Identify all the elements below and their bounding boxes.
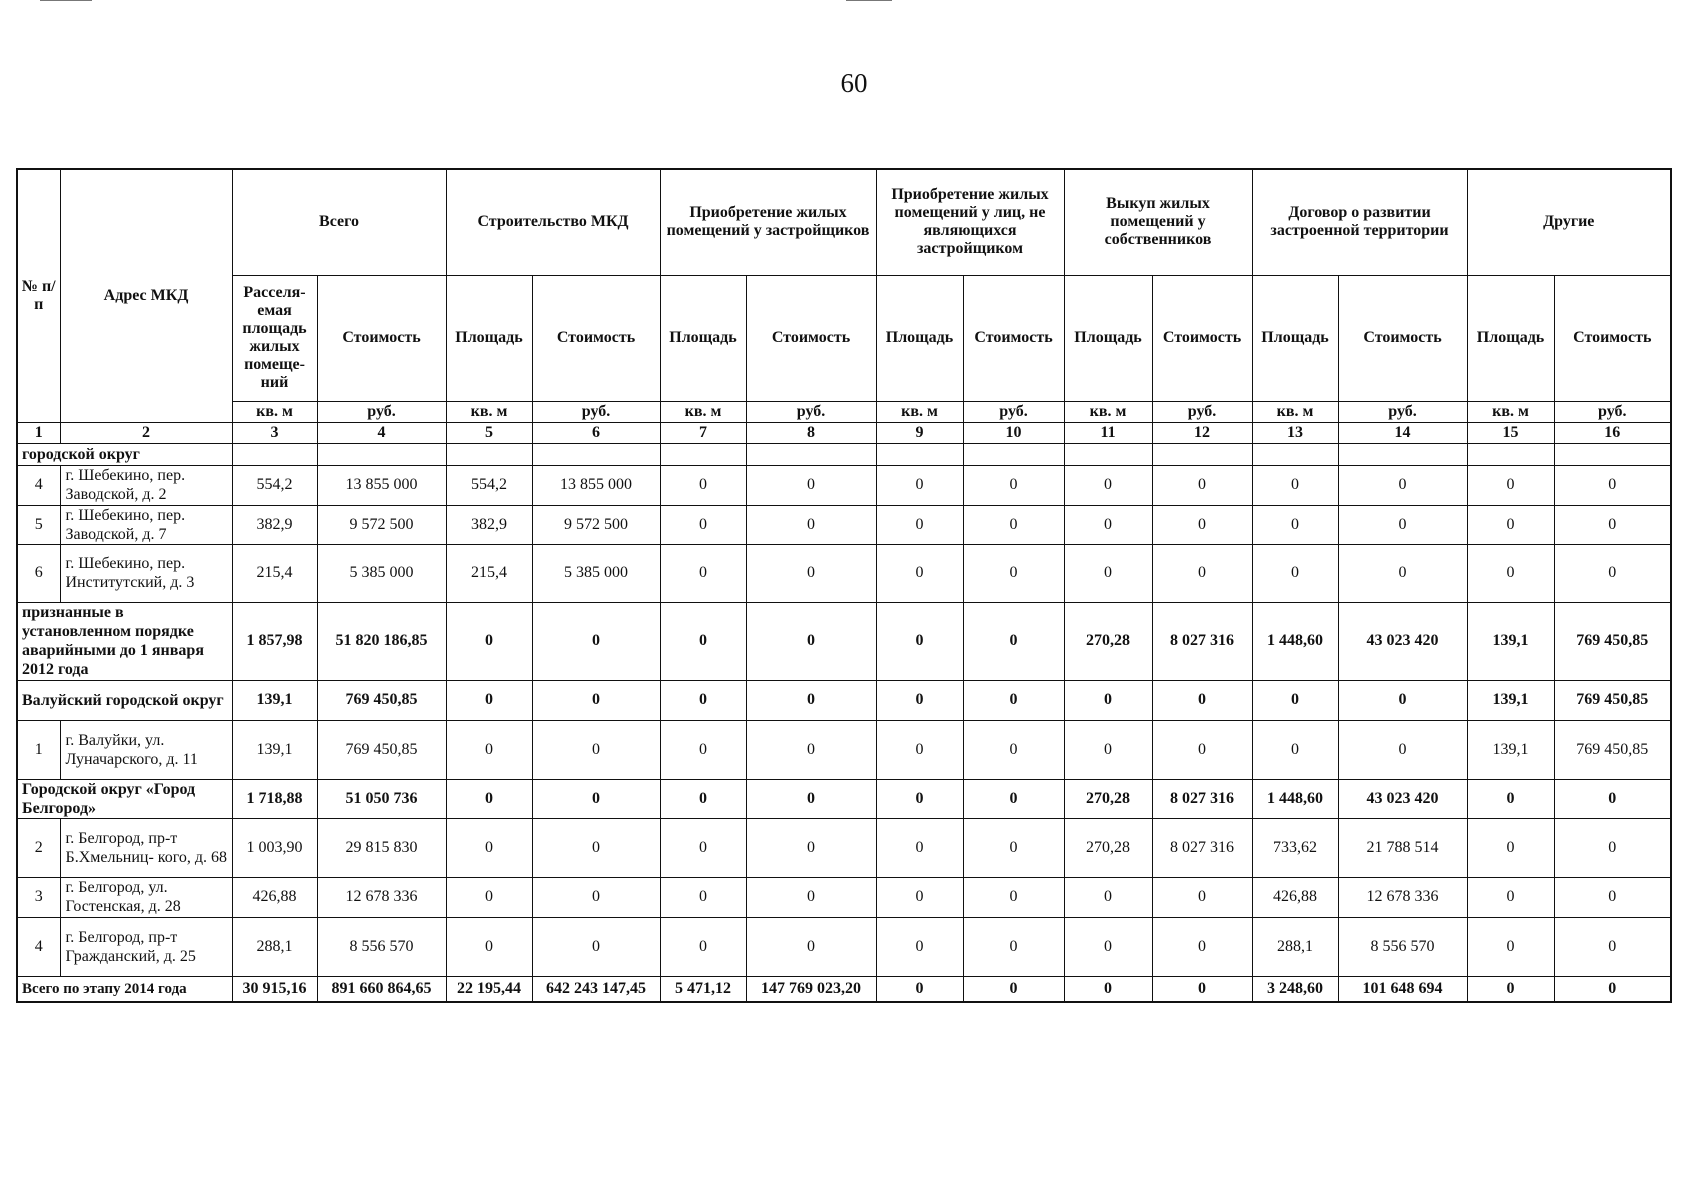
other-area-value: 0 xyxy=(1467,544,1554,602)
total-cost-value: 13 855 000 xyxy=(317,465,446,505)
developers-cost-header: Стоимость xyxy=(746,275,876,401)
non-developers-cost-unit: руб. xyxy=(963,401,1064,422)
buyout-cost-value: 0 xyxy=(1152,544,1252,602)
group-subtotal-row xyxy=(17,602,1671,680)
non-developers-cost-header: Стоимость xyxy=(963,275,1064,401)
developers-cost-unit: руб. xyxy=(746,401,876,422)
other-area-value: 0 xyxy=(1467,505,1554,544)
total-area-value: 30 915,16 xyxy=(232,976,317,1002)
buyout-cost-value: 0 xyxy=(1152,465,1252,505)
total-cost-value: 51 050 736 xyxy=(317,779,446,818)
development-agreement-area-unit: кв. м xyxy=(1252,401,1338,422)
development-agreement-cost-value: 0 xyxy=(1338,465,1467,505)
construction-cost-value: 0 xyxy=(532,818,660,877)
buyout-area-value: 0 xyxy=(1064,720,1152,779)
empty-cell xyxy=(1338,443,1467,465)
other-cost-value: 0 xyxy=(1554,917,1671,976)
construction-cost-value: 0 xyxy=(532,779,660,818)
total-cost-value: 29 815 830 xyxy=(317,818,446,877)
non-developers-area-value: 0 xyxy=(876,680,963,720)
development-agreement-cost-value: 43 023 420 xyxy=(1338,602,1467,680)
non-developers-area-value: 0 xyxy=(876,505,963,544)
num-header: № п/п xyxy=(17,169,60,422)
other-area-value: 0 xyxy=(1467,877,1554,917)
group-name: Валуйский городской округ xyxy=(17,680,232,720)
construction-area-value: 554,2 xyxy=(446,465,532,505)
buyout-cost-value: 8 027 316 xyxy=(1152,602,1252,680)
total-cost-header: Стоимость xyxy=(317,275,446,401)
group-subtotal-row xyxy=(17,680,1671,720)
developers-cost-value: 0 xyxy=(746,680,876,720)
empty-cell xyxy=(876,443,963,465)
page-number: 60 xyxy=(840,68,868,98)
row-number: 5 xyxy=(17,505,60,544)
empty-cell xyxy=(1152,443,1252,465)
developers-area-value: 0 xyxy=(660,779,746,818)
total-area-value: 139,1 xyxy=(232,680,317,720)
development-agreement-area-value: 1 448,60 xyxy=(1252,602,1338,680)
non-developers-area-header: Площадь xyxy=(876,275,963,401)
development-agreement-area-value: 288,1 xyxy=(1252,917,1338,976)
construction-cost-value: 642 243 147,45 xyxy=(532,976,660,1002)
buyout-area-value: 0 xyxy=(1064,465,1152,505)
non-developers-area-value: 0 xyxy=(876,818,963,877)
buyout-area-value: 270,28 xyxy=(1064,602,1152,680)
total-area-value: 554,2 xyxy=(232,465,317,505)
non-developers-area-value: 0 xyxy=(876,779,963,818)
section-title: городской округ xyxy=(17,443,232,465)
total-area-value: 382,9 xyxy=(232,505,317,544)
total-cost-value: 51 820 186,85 xyxy=(317,602,446,680)
column-number: 11 xyxy=(1064,422,1152,443)
buyout-area-header: Площадь xyxy=(1064,275,1152,401)
total-label: Всего по этапу 2014 года xyxy=(17,976,232,1002)
development-agreement-area-value: 0 xyxy=(1252,505,1338,544)
development-agreement-area-value: 0 xyxy=(1252,720,1338,779)
development-agreement-cost-value: 101 648 694 xyxy=(1338,976,1467,1002)
construction-cost-value: 0 xyxy=(532,917,660,976)
other-area-value: 139,1 xyxy=(1467,602,1554,680)
non-developers-area-value: 0 xyxy=(876,976,963,1002)
other-cost-value: 0 xyxy=(1554,877,1671,917)
table-row xyxy=(17,465,1671,505)
total-cost-value: 9 572 500 xyxy=(317,505,446,544)
non-developers-area-value: 0 xyxy=(876,602,963,680)
buyout-area-value: 0 xyxy=(1064,877,1152,917)
table-row xyxy=(17,720,1671,779)
developers-area-value: 0 xyxy=(660,917,746,976)
construction-area-value: 22 195,44 xyxy=(446,976,532,1002)
non-developers-cost-value: 0 xyxy=(963,544,1064,602)
non-developers-cost-value: 0 xyxy=(963,505,1064,544)
total-cost-unit: руб. xyxy=(317,401,446,422)
construction-cost-value: 0 xyxy=(532,680,660,720)
empty-cell xyxy=(1064,443,1152,465)
development-agreement-cost-value: 0 xyxy=(1338,680,1467,720)
other-cost-value: 0 xyxy=(1554,818,1671,877)
construction-area-value: 0 xyxy=(446,720,532,779)
buyout-area-value: 0 xyxy=(1064,680,1152,720)
empty-cell xyxy=(1554,443,1671,465)
scan-edge-mark xyxy=(40,0,92,1)
other-cost-value: 0 xyxy=(1554,505,1671,544)
buyout-area-unit: кв. м xyxy=(1064,401,1152,422)
buyout-cost-value: 8 027 316 xyxy=(1152,779,1252,818)
total-cost-value: 8 556 570 xyxy=(317,917,446,976)
column-number: 7 xyxy=(660,422,746,443)
column-number: 3 xyxy=(232,422,317,443)
column-number: 12 xyxy=(1152,422,1252,443)
total-area-value: 1 003,90 xyxy=(232,818,317,877)
other-area-value: 139,1 xyxy=(1467,680,1554,720)
other-area-header: Площадь xyxy=(1467,275,1554,401)
total-cost-value: 769 450,85 xyxy=(317,680,446,720)
development-agreement-cost-value: 0 xyxy=(1338,544,1467,602)
non-developers-area-value: 0 xyxy=(876,877,963,917)
resettlement-table xyxy=(16,168,1672,1003)
other-area-value: 0 xyxy=(1467,779,1554,818)
row-number: 1 xyxy=(17,720,60,779)
non-developers-area-value: 0 xyxy=(876,720,963,779)
group-header-other: Другие xyxy=(1467,169,1671,275)
row-number: 4 xyxy=(17,465,60,505)
total-area-value: 215,4 xyxy=(232,544,317,602)
total-area-unit: кв. м xyxy=(232,401,317,422)
developers-cost-value: 0 xyxy=(746,917,876,976)
non-developers-cost-value: 0 xyxy=(963,877,1064,917)
total-area-value: 1 718,88 xyxy=(232,779,317,818)
non-developers-cost-value: 0 xyxy=(963,818,1064,877)
developers-area-value: 0 xyxy=(660,680,746,720)
total-cost-value: 769 450,85 xyxy=(317,720,446,779)
development-agreement-area-value: 3 248,60 xyxy=(1252,976,1338,1002)
table-row xyxy=(17,505,1671,544)
total-area-value: 426,88 xyxy=(232,877,317,917)
total-area-value: 1 857,98 xyxy=(232,602,317,680)
column-number: 8 xyxy=(746,422,876,443)
row-address: г. Белгород, ул. Гостенская, д. 28 xyxy=(60,877,232,917)
developers-area-value: 0 xyxy=(660,602,746,680)
development-agreement-cost-unit: руб. xyxy=(1338,401,1467,422)
column-number: 13 xyxy=(1252,422,1338,443)
total-cost-value: 12 678 336 xyxy=(317,877,446,917)
buyout-cost-value: 8 027 316 xyxy=(1152,818,1252,877)
buyout-cost-value: 0 xyxy=(1152,877,1252,917)
developers-cost-value: 0 xyxy=(746,465,876,505)
column-number: 2 xyxy=(60,422,232,443)
total-area-value: 139,1 xyxy=(232,720,317,779)
group-header-developers: Приобретение жилых помещений у застройщиков xyxy=(660,169,876,275)
buyout-cost-value: 0 xyxy=(1152,917,1252,976)
developers-area-value: 0 xyxy=(660,505,746,544)
construction-area-value: 0 xyxy=(446,779,532,818)
group-header-non-developers: Приобретение жилых помещений у лиц, не являющихся застройщиком xyxy=(876,169,1064,275)
table-row xyxy=(17,917,1671,976)
total-cost-value: 5 385 000 xyxy=(317,544,446,602)
column-number: 9 xyxy=(876,422,963,443)
row-address: г. Шебекино, пер. Институтский, д. 3 xyxy=(60,544,232,602)
construction-cost-header: Стоимость xyxy=(532,275,660,401)
empty-cell xyxy=(963,443,1064,465)
column-number: 10 xyxy=(963,422,1064,443)
developers-area-value: 0 xyxy=(660,465,746,505)
construction-cost-value: 0 xyxy=(532,877,660,917)
construction-area-value: 0 xyxy=(446,877,532,917)
table-row xyxy=(17,544,1671,602)
buyout-area-value: 0 xyxy=(1064,917,1152,976)
other-cost-value: 769 450,85 xyxy=(1554,602,1671,680)
developers-area-value: 0 xyxy=(660,544,746,602)
column-number: 15 xyxy=(1467,422,1554,443)
developers-cost-value: 0 xyxy=(746,779,876,818)
total-row xyxy=(17,976,1671,1002)
other-cost-value: 0 xyxy=(1554,465,1671,505)
row-address: г. Белгород, пр-т Б.Хмельниц- кого, д. 68 xyxy=(60,818,232,877)
buyout-area-value: 0 xyxy=(1064,505,1152,544)
construction-cost-value: 13 855 000 xyxy=(532,465,660,505)
developers-cost-value: 0 xyxy=(746,544,876,602)
buyout-cost-value: 0 xyxy=(1152,720,1252,779)
developers-cost-value: 0 xyxy=(746,720,876,779)
other-area-value: 0 xyxy=(1467,917,1554,976)
other-area-value: 139,1 xyxy=(1467,720,1554,779)
construction-area-header: Площадь xyxy=(446,275,532,401)
empty-cell xyxy=(1467,443,1554,465)
other-cost-value: 769 450,85 xyxy=(1554,720,1671,779)
empty-cell xyxy=(532,443,660,465)
column-number: 4 xyxy=(317,422,446,443)
empty-cell xyxy=(1252,443,1338,465)
development-agreement-area-value: 426,88 xyxy=(1252,877,1338,917)
row-number: 2 xyxy=(17,818,60,877)
other-cost-value: 769 450,85 xyxy=(1554,680,1671,720)
other-area-unit: кв. м xyxy=(1467,401,1554,422)
other-cost-value: 0 xyxy=(1554,779,1671,818)
scan-edge-mark xyxy=(846,0,892,1)
buyout-area-value: 270,28 xyxy=(1064,779,1152,818)
column-number: 1 xyxy=(17,422,60,443)
developers-area-value: 0 xyxy=(660,818,746,877)
developers-cost-value: 0 xyxy=(746,602,876,680)
developers-cost-value: 147 769 023,20 xyxy=(746,976,876,1002)
construction-area-value: 0 xyxy=(446,680,532,720)
address-header: Адрес МКД xyxy=(60,169,232,422)
empty-cell xyxy=(317,443,446,465)
buyout-cost-value: 0 xyxy=(1152,680,1252,720)
construction-cost-unit: руб. xyxy=(532,401,660,422)
row-number: 3 xyxy=(17,877,60,917)
construction-cost-value: 0 xyxy=(532,602,660,680)
other-cost-header: Стоимость xyxy=(1554,275,1671,401)
buyout-cost-header: Стоимость xyxy=(1152,275,1252,401)
development-agreement-cost-header: Стоимость xyxy=(1338,275,1467,401)
developers-cost-value: 0 xyxy=(746,505,876,544)
development-agreement-area-value: 0 xyxy=(1252,465,1338,505)
row-address: г. Валуйки, ул. Луначарского, д. 11 xyxy=(60,720,232,779)
column-number: 16 xyxy=(1554,422,1671,443)
developers-area-header: Площадь xyxy=(660,275,746,401)
buyout-cost-unit: руб. xyxy=(1152,401,1252,422)
non-developers-area-value: 0 xyxy=(876,917,963,976)
construction-area-value: 0 xyxy=(446,818,532,877)
total-area-value: 288,1 xyxy=(232,917,317,976)
construction-area-value: 0 xyxy=(446,602,532,680)
buyout-area-value: 270,28 xyxy=(1064,818,1152,877)
other-cost-value: 0 xyxy=(1554,976,1671,1002)
non-developers-cost-value: 0 xyxy=(963,465,1064,505)
empty-cell xyxy=(446,443,532,465)
group-name: Городской округ «Город Белгород» xyxy=(17,779,232,818)
non-developers-cost-value: 0 xyxy=(963,720,1064,779)
table-row xyxy=(17,818,1671,877)
developers-area-value: 0 xyxy=(660,877,746,917)
developers-area-value: 5 471,12 xyxy=(660,976,746,1002)
construction-cost-value: 0 xyxy=(532,720,660,779)
construction-cost-value: 5 385 000 xyxy=(532,544,660,602)
row-address: г. Белгород, пр-т Гражданский, д. 25 xyxy=(60,917,232,976)
other-area-value: 0 xyxy=(1467,465,1554,505)
construction-area-unit: кв. м xyxy=(446,401,532,422)
column-number: 5 xyxy=(446,422,532,443)
group-header-development-agreement: Договор о развитии застроенной территории xyxy=(1252,169,1467,275)
development-agreement-cost-value: 12 678 336 xyxy=(1338,877,1467,917)
non-developers-cost-value: 0 xyxy=(963,976,1064,1002)
developers-cost-value: 0 xyxy=(746,877,876,917)
total-area-header: Расселя- емая площадь жилых помеще- ний xyxy=(232,275,317,401)
row-address: г. Шебекино, пер. Заводской, д. 7 xyxy=(60,505,232,544)
group-header-total: Всего xyxy=(232,169,446,275)
non-developers-area-value: 0 xyxy=(876,465,963,505)
buyout-area-value: 0 xyxy=(1064,544,1152,602)
non-developers-cost-value: 0 xyxy=(963,602,1064,680)
group-header-construction: Строительство МКД xyxy=(446,169,660,275)
non-developers-cost-value: 0 xyxy=(963,779,1064,818)
development-agreement-area-value: 0 xyxy=(1252,680,1338,720)
development-agreement-cost-value: 43 023 420 xyxy=(1338,779,1467,818)
developers-cost-value: 0 xyxy=(746,818,876,877)
development-agreement-cost-value: 21 788 514 xyxy=(1338,818,1467,877)
construction-area-value: 382,9 xyxy=(446,505,532,544)
empty-cell xyxy=(660,443,746,465)
construction-area-value: 215,4 xyxy=(446,544,532,602)
group-name: признанные в установленном порядке аварийными до 1 января 2012 года xyxy=(17,602,232,680)
construction-cost-value: 9 572 500 xyxy=(532,505,660,544)
column-number: 14 xyxy=(1338,422,1467,443)
row-number: 4 xyxy=(17,917,60,976)
construction-area-value: 0 xyxy=(446,917,532,976)
group-header-buyout: Выкуп жилых помещений у собственников xyxy=(1064,169,1252,275)
developers-area-value: 0 xyxy=(660,720,746,779)
development-agreement-cost-value: 0 xyxy=(1338,505,1467,544)
other-cost-unit: руб. xyxy=(1554,401,1671,422)
row-number: 6 xyxy=(17,544,60,602)
non-developers-cost-value: 0 xyxy=(963,680,1064,720)
buyout-cost-value: 0 xyxy=(1152,505,1252,544)
non-developers-cost-value: 0 xyxy=(963,917,1064,976)
other-area-value: 0 xyxy=(1467,976,1554,1002)
other-cost-value: 0 xyxy=(1554,544,1671,602)
table-row xyxy=(17,877,1671,917)
column-number: 6 xyxy=(532,422,660,443)
development-agreement-cost-value: 0 xyxy=(1338,720,1467,779)
total-cost-value: 891 660 864,65 xyxy=(317,976,446,1002)
developers-area-unit: кв. м xyxy=(660,401,746,422)
non-developers-area-unit: кв. м xyxy=(876,401,963,422)
buyout-cost-value: 0 xyxy=(1152,976,1252,1002)
other-area-value: 0 xyxy=(1467,818,1554,877)
row-address: г. Шебекино, пер. Заводской, д. 2 xyxy=(60,465,232,505)
buyout-area-value: 0 xyxy=(1064,976,1152,1002)
development-agreement-area-value: 0 xyxy=(1252,544,1338,602)
development-agreement-area-value: 733,62 xyxy=(1252,818,1338,877)
empty-cell xyxy=(232,443,317,465)
group-subtotal-row xyxy=(17,779,1671,818)
development-agreement-area-value: 1 448,60 xyxy=(1252,779,1338,818)
empty-cell xyxy=(746,443,876,465)
development-agreement-area-header: Площадь xyxy=(1252,275,1338,401)
non-developers-area-value: 0 xyxy=(876,544,963,602)
development-agreement-cost-value: 8 556 570 xyxy=(1338,917,1467,976)
